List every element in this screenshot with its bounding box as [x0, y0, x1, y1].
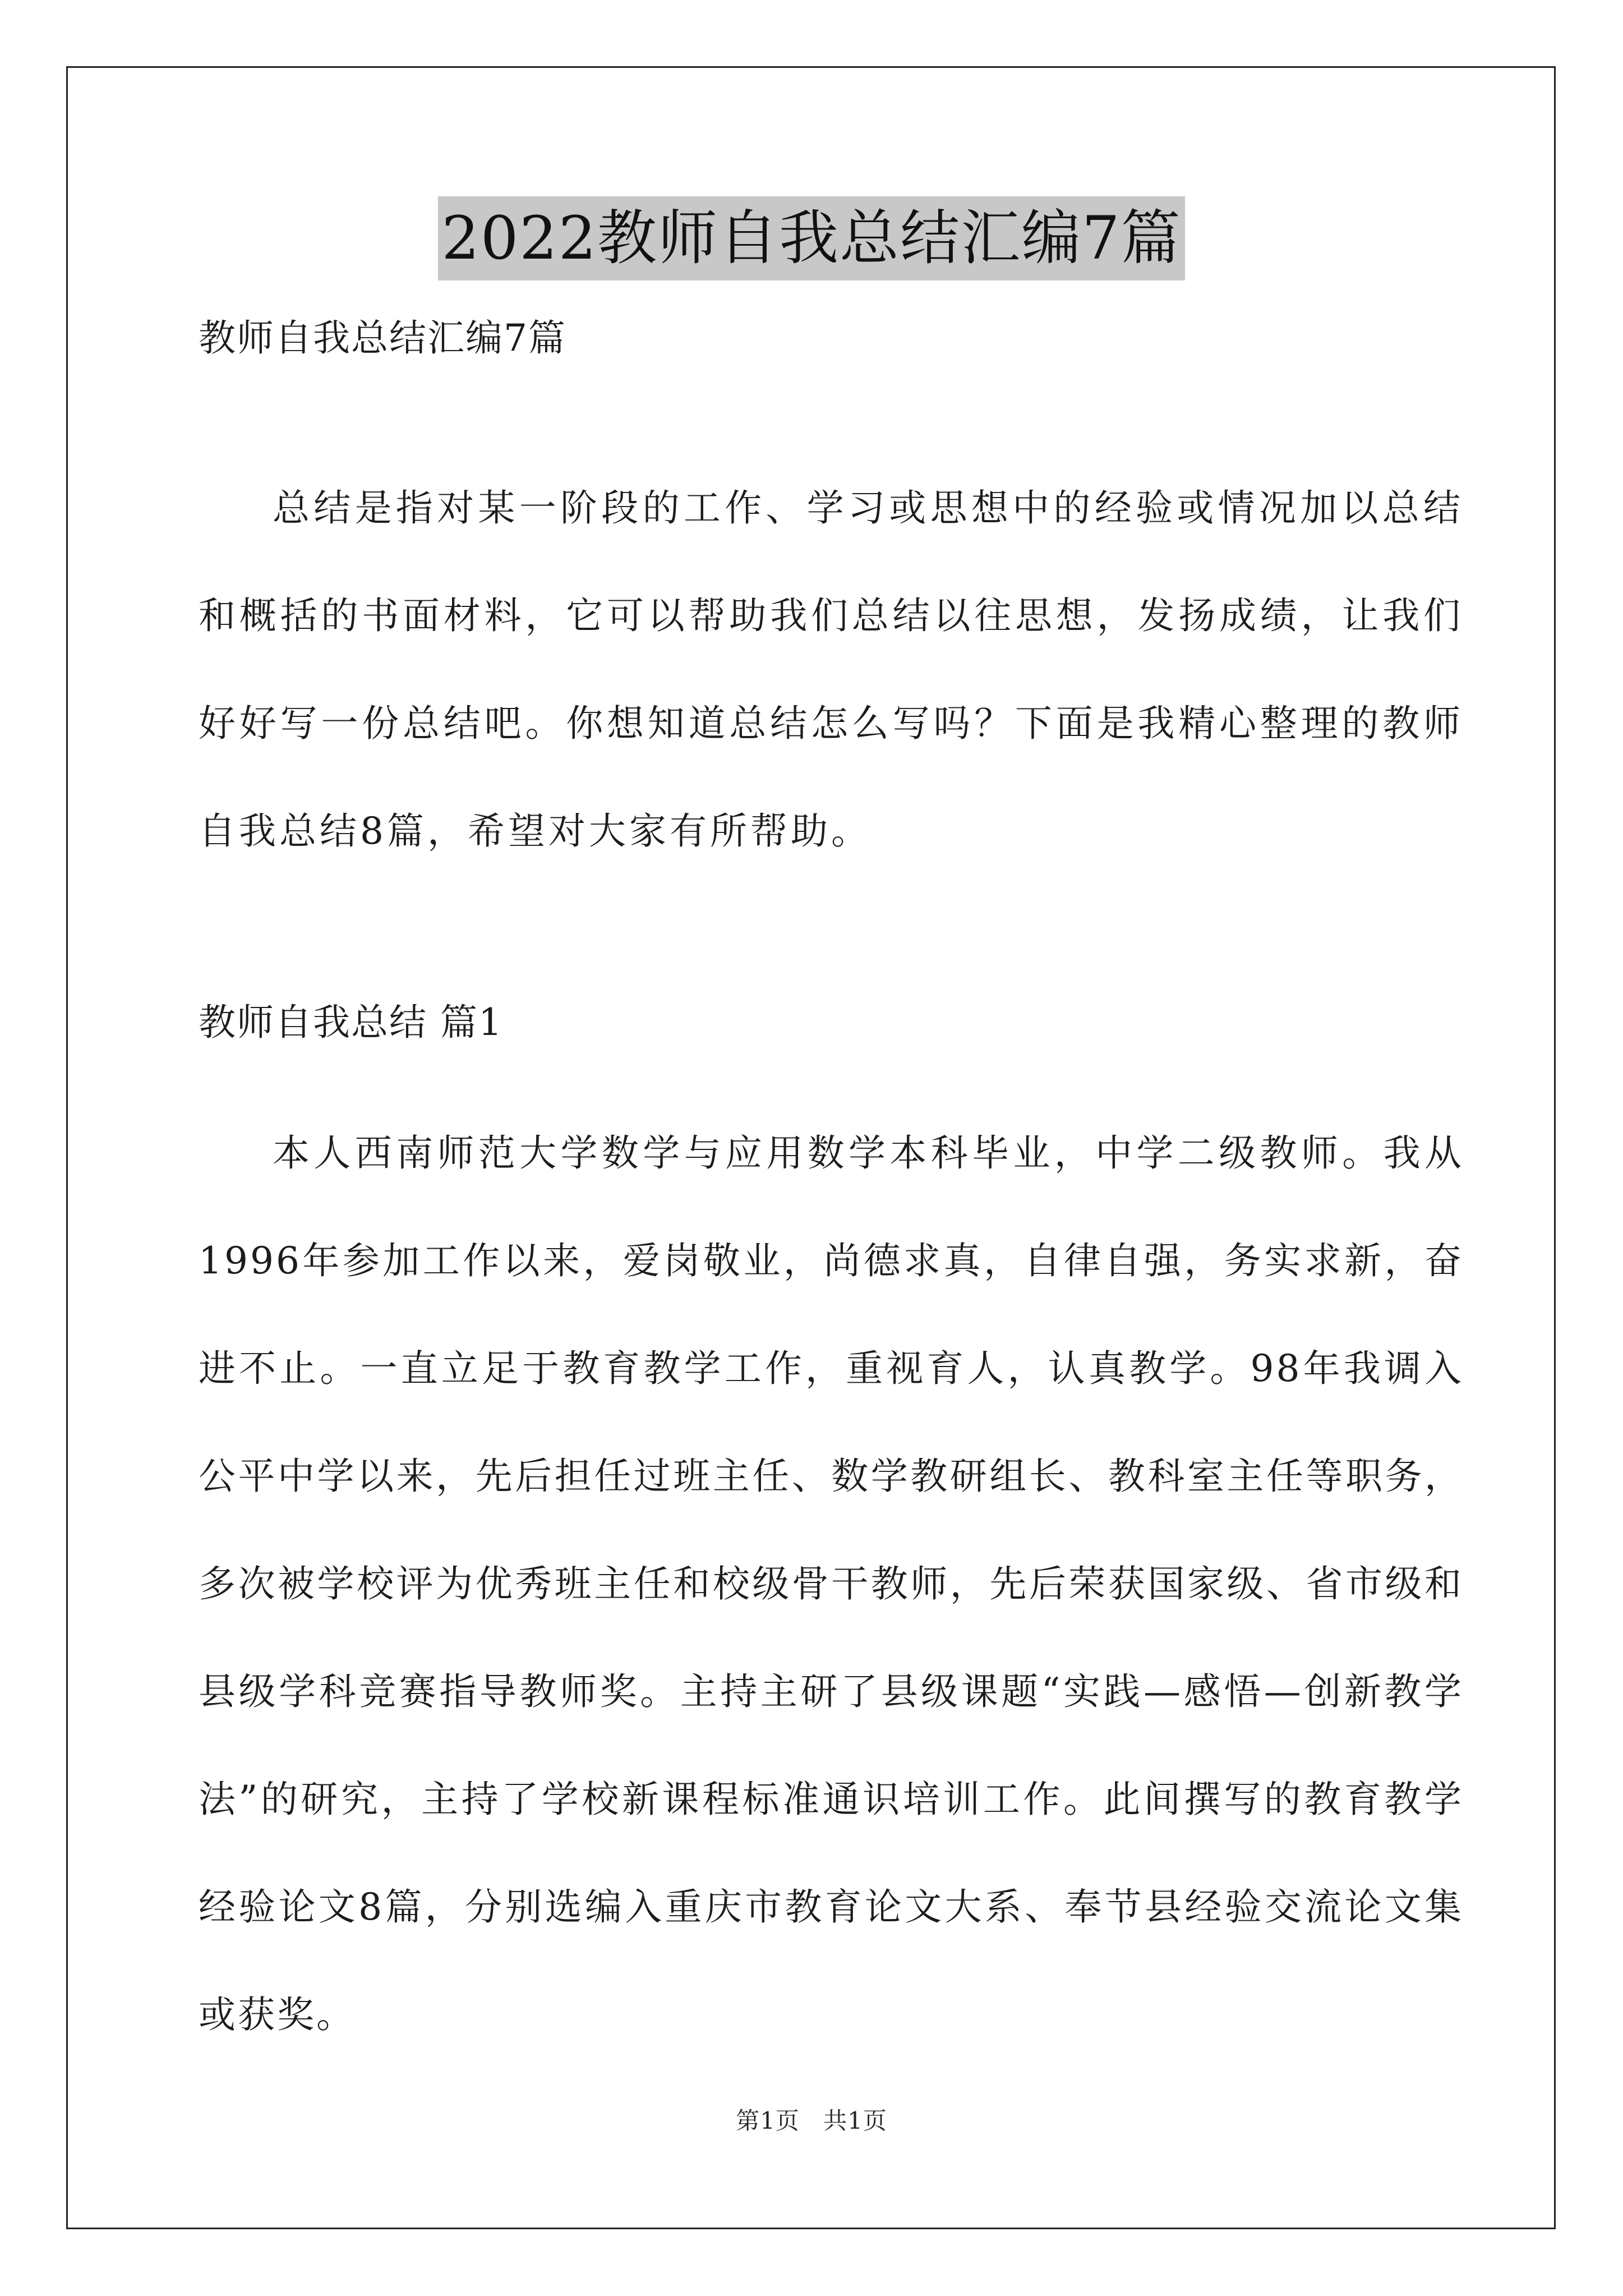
page-number: 第1页	[736, 2107, 800, 2134]
total-pages: 共1页	[823, 2107, 887, 2134]
title-container	[0, 196, 1623, 280]
intro-paragraph: 总结是指对某一阶段的工作、学习或思想中的经验或情况加以总结和概括的书面材料，它可以帮助我们总结以往思想，发扬成绩，让我们好好写一份总结吧。你想知道总结怎么写吗？下面是我精心整理的教师自我总结8篇，希望对大家有所帮助。	[199, 486, 1464, 853]
section-heading: 教师自我总结 篇1	[199, 1001, 503, 1044]
document-subtitle: 教师自我总结汇编7篇	[199, 316, 566, 360]
page-footer	[0, 2102, 1623, 2136]
document-title: 2022教师自我总结汇编7篇	[438, 196, 1184, 280]
section-body-paragraph: 本人西南师范大学数学与应用数学本科毕业，中学二级教师。我从1996年参加工作以来，爱岗敬业，尚德求真，自律自强，务实求新，奋进不止。一直立足于教育教学工作，重视育人，认真教学。98年我调入公平中学以来，先后担任过班主任、数学教研组长、教科室主任等职务，多次被学校评为优秀班主任和校级骨干教师，先后荣获国家级、省市级和县级学科竞赛指导教师奖。主持主研了县级课题“实践—感悟—创新教学法”的研究，主持了学校新课程标准通识培训工作。此间撰写的教育教学经验论文8篇，分别选编入重庆市教育论文大系、奉节县经验交流论文集或获奖。	[199, 1131, 1464, 2036]
